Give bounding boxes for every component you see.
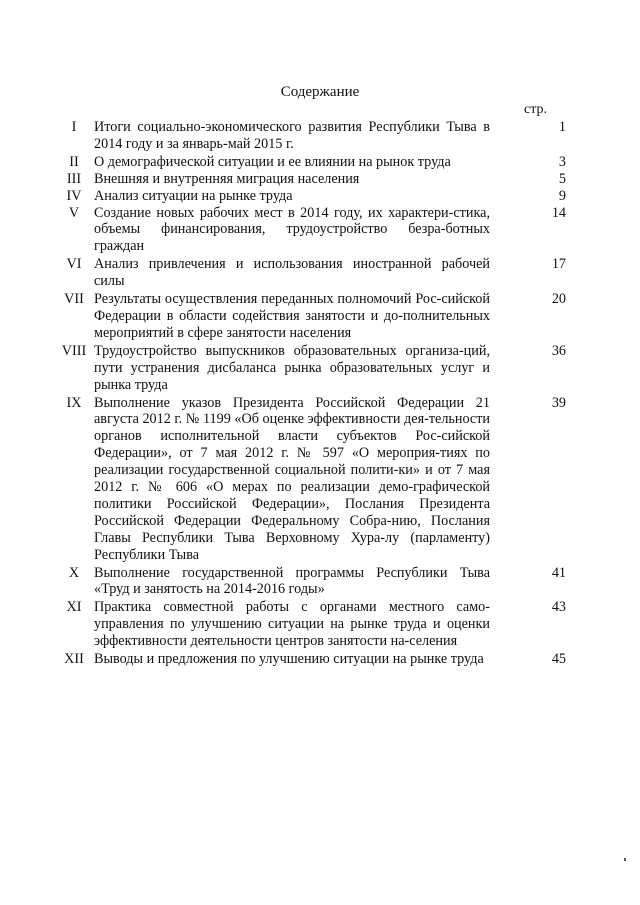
- toc-entry-number: XI: [66, 599, 82, 616]
- toc-entry: [54, 599, 574, 650]
- toc-entry-title: Результаты осуществления переданных полномочий Рос-сийской Федерации в области содействия занятости и до-полнительных мероприятий в сфере занятости населения: [94, 291, 490, 341]
- toc-entry: [54, 205, 574, 256]
- toc-entry-title: Анализ привлечения и использования иностранной рабочей силы: [94, 256, 490, 290]
- toc-entry: [54, 291, 574, 342]
- toc-entry: [54, 119, 574, 153]
- table-of-contents: [54, 119, 574, 668]
- toc-entry-page: 14: [551, 204, 566, 221]
- toc-entry-title: Итоги социально-экономического развития Республики Тыва в 2014 году и за январь-май 2015 г.: [94, 119, 490, 152]
- toc-entry: [54, 256, 574, 290]
- page-title: Содержание: [280, 84, 360, 100]
- toc-entry: [54, 651, 574, 668]
- toc-entry-title: Выводы и предложения по улучшению ситуации на рынке труда: [94, 651, 484, 668]
- toc-entry: [54, 565, 574, 599]
- toc-entry-page: 9: [558, 187, 566, 204]
- scan-artifact: [624, 858, 626, 861]
- toc-entry-number: VI: [66, 256, 82, 273]
- page-column-label: стр.: [524, 102, 548, 117]
- toc-entry-number: I: [71, 119, 77, 135]
- toc-entry-page: 1: [558, 119, 566, 135]
- toc-entry-number: X: [68, 564, 80, 581]
- toc-entry-page: 45: [551, 651, 566, 668]
- toc-entry-title: Внешняя и внутренняя миграция населения: [94, 170, 360, 187]
- toc-entry-title: Анализ ситуации на рынке труда: [94, 187, 293, 204]
- toc-entry-number: IV: [66, 187, 82, 204]
- toc-entry-number: III: [66, 170, 82, 187]
- toc-entry: [54, 154, 574, 171]
- toc-entry-page: 41: [551, 564, 566, 581]
- toc-entry-number: VII: [64, 291, 84, 308]
- toc-entry-title: Трудоустройство выпускников образовательных организа-ций, пути устранения дисбаланса рынка образовательных услуг и рынка труда: [94, 342, 490, 393]
- toc-entry: [54, 343, 574, 394]
- toc-entry-number: XII: [64, 651, 84, 668]
- toc-entry-number: VIII: [61, 342, 87, 359]
- toc-entry-number: II: [69, 153, 79, 170]
- toc-entry-page: 20: [551, 291, 566, 308]
- toc-entry: [54, 395, 574, 564]
- toc-entry: [54, 188, 574, 205]
- toc-entry-title: Выполнение указов Президента Российской Федерации 21 августа 2012 г. № 1199 «Об оценке эффективности дея-тельности органов исполнительной власти субъектов Рос-сийской Федерации», от 7 мая 2012 г. № 597 «О мероприя-тиях по реализации государственной социальной полити-ки» и от 7 мая 2012 г. № 606 «О мерах по реализации демо-графической политики Российской Федерации», Послания Президента Российской Федерации Федеральному Собра-нию, Послания Главы Республики Тыва Верховному Хура-лу (парламенту) Республики Тыва: [94, 394, 490, 563]
- toc-entry-title: Создание новых рабочих мест в 2014 году, их характери-стика, объемы финансирования, трудоустройство безра-ботных граждан: [94, 204, 490, 255]
- toc-entry-page: 39: [551, 394, 566, 411]
- toc-entry: [54, 171, 574, 188]
- toc-entry-number: V: [68, 204, 80, 221]
- toc-entry-title: Выполнение государственной программы Республики Тыва «Труд и занятость на 2014-2016 годы»: [94, 564, 490, 598]
- toc-entry-page: 5: [558, 170, 566, 187]
- toc-entry-page: 36: [551, 342, 566, 359]
- toc-entry-title: Практика совместной работы с органами местного само-управления по улучшению ситуации на рынке труда и оценки эффективности деятельности центров занятости на-селения: [94, 599, 490, 650]
- toc-entry-page: 43: [551, 599, 566, 616]
- toc-entry-page: 17: [551, 256, 566, 273]
- toc-entry-title: О демографической ситуации и ее влиянии на рынок труда: [94, 153, 451, 170]
- toc-entry-page: 3: [558, 153, 566, 170]
- toc-entry-number: IX: [66, 394, 82, 411]
